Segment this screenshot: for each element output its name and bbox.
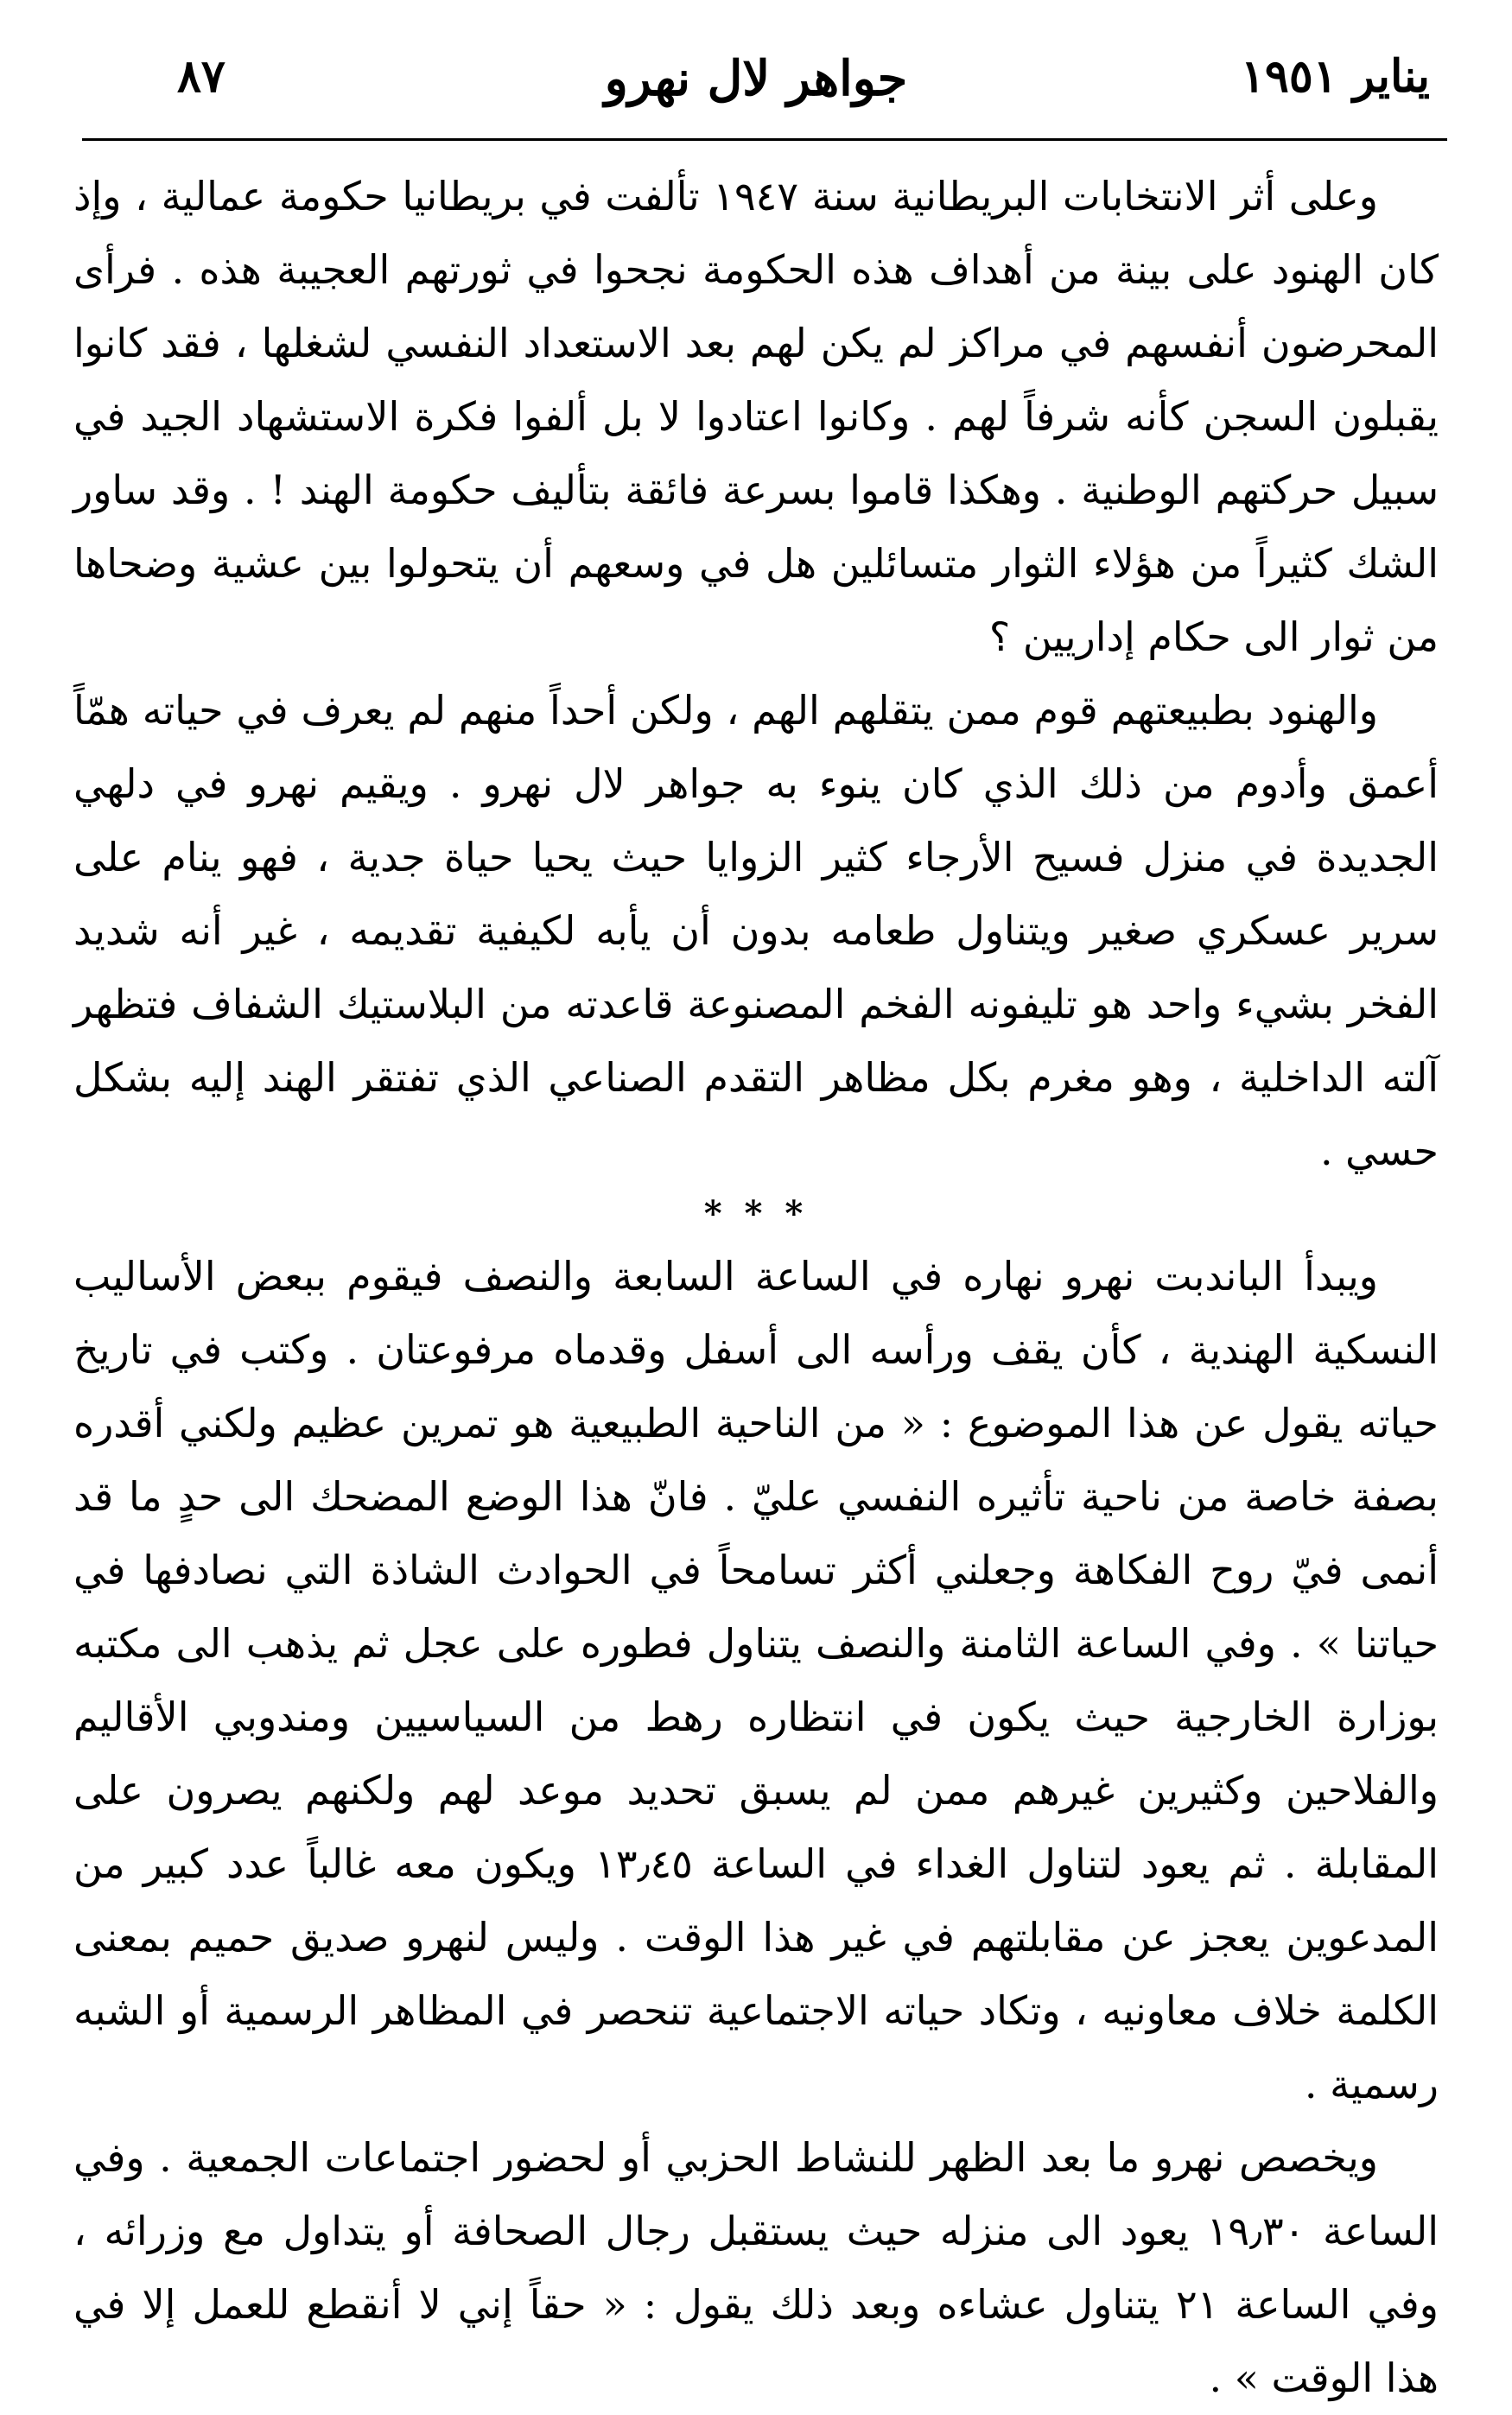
running-header xyxy=(82,41,1430,124)
paragraph-4: ويخصص نهرو ما بعد الظهر للنشاط الحزبي أو لحضور اجتماعات الجمعية . وفي الساعة ١٩٫٣٠ يعود الى منزله حيث يستقبل رجال الصحافة أو يتداول مع وزرائه ، وفي الساعة ٢١ يتناول عشاءه وبعد ذلك يقول : « حقاً إني لا أنقطع للعمل إلا في هذا الوقت » . xyxy=(73,2134,1439,2401)
paragraph-2: والهنود بطبيعتهم قوم ممن يتقلهم الهم ، ولكن أحداً منهم لم يعرف في حياته همّاً أعمق وأدوم من ذلك الذي كان ينوء به جواهر لال نهرو . ويقيم نهرو في دلهي الجديدة في منزل فسيح الأرجاء كثير الزوايا حيث يحيا حياة جدية ، فهو ينام على سرير عسكري صغير ويتناول طعامه بدون أن يأبه لكيفية تقديمه ، غير أنه شديد الفخر بشيء واحد هو تليفونه الفخم المصنوعة قاعدته من البلاستيك الشفاف فتظهر آلته الداخلية ، وهو مغرم بكل مظاهر التقدم الصناعي الذي تفتقر الهند إليه بشكل حسي . xyxy=(73,687,1439,1174)
page-number: ٨٧ xyxy=(177,50,226,103)
header-rule xyxy=(82,138,1447,141)
header-date: يناير ١٩٥١ xyxy=(1241,50,1430,103)
header-title: جواهر لال نهرو xyxy=(604,50,908,107)
section-separator: * * * xyxy=(703,1193,809,1234)
paragraph-1: وعلى أثر الانتخابات البريطانية سنة ١٩٤٧ تألفت في بريطانيا حكومة عمالية ، وإذ كان الهنود على بينة من أهداف هذه الحكومة نجحوا في ثورتهم العجيبة هذه . فرأى المحرضون أنفسهم في مراكز لم يكن لهم بعد الاستعداد النفسي لشغلها ، فقد كانوا يقبلون السجن كأنه شرفاً لهم . وكانوا اعتادوا لا بل ألفوا فكرة الاستشهاد الجيد في سبيل حركتهم الوطنية . وهكذا قاموا بسرعة فائقة بتأليف حكومة الهند ! . وقد ساور الشك كثيراً من هؤلاء الثوار متسائلين هل في وسعهم أن يتحولوا بين عشية وضحاها من ثوار الى حكام إداريين ؟ xyxy=(73,173,1439,660)
article-body xyxy=(73,160,1439,2415)
paragraph-3: ويبدأ الباندبت نهرو نهاره في الساعة السابعة والنصف فيقوم ببعض الأساليب النسكية الهندية ، كأن يقف ورأسه الى أسفل وقدماه مرفوعتان . وكتب في تاريخ حياته يقول عن هذا الموضوع : « من الناحية الطبيعية هو تمرين عظيم ولكني أقدره بصفة خاصة من ناحية تأثيره النفسي عليّ . فانّ هذا الوضع المضحك الى حدٍ ما قد أنمى فيّ روح الفكاهة وجعلني أكثر تسامحاً في الحوادث الشاذة التي نصادفها في حياتنا » . وفي الساعة الثامنة والنصف يتناول فطوره على عجل ثم يذهب الى مكتبه بوزارة الخارجية حيث يكون في انتظاره رهط من السياسيين ومندوبي الأقاليم والفلاحين وكثيرين غيرهم ممن لم يسبق تحديد موعد لهم ولكنهم يصرون على المقابلة . ثم يعود لتناول الغداء في الساعة ١٣٫٤٥ ويكون معه غالباً عدد كبير من المدعوين يعجز عن مقابلتهم في غير هذا الوقت . وليس لنهرو صديق حميم بمعنى الكلمة خلاف معاونيه ، وتكاد حياته الاجتماعية تنحصر في المظاهر الرسمية أو الشبه رسمية . xyxy=(73,1253,1439,2107)
